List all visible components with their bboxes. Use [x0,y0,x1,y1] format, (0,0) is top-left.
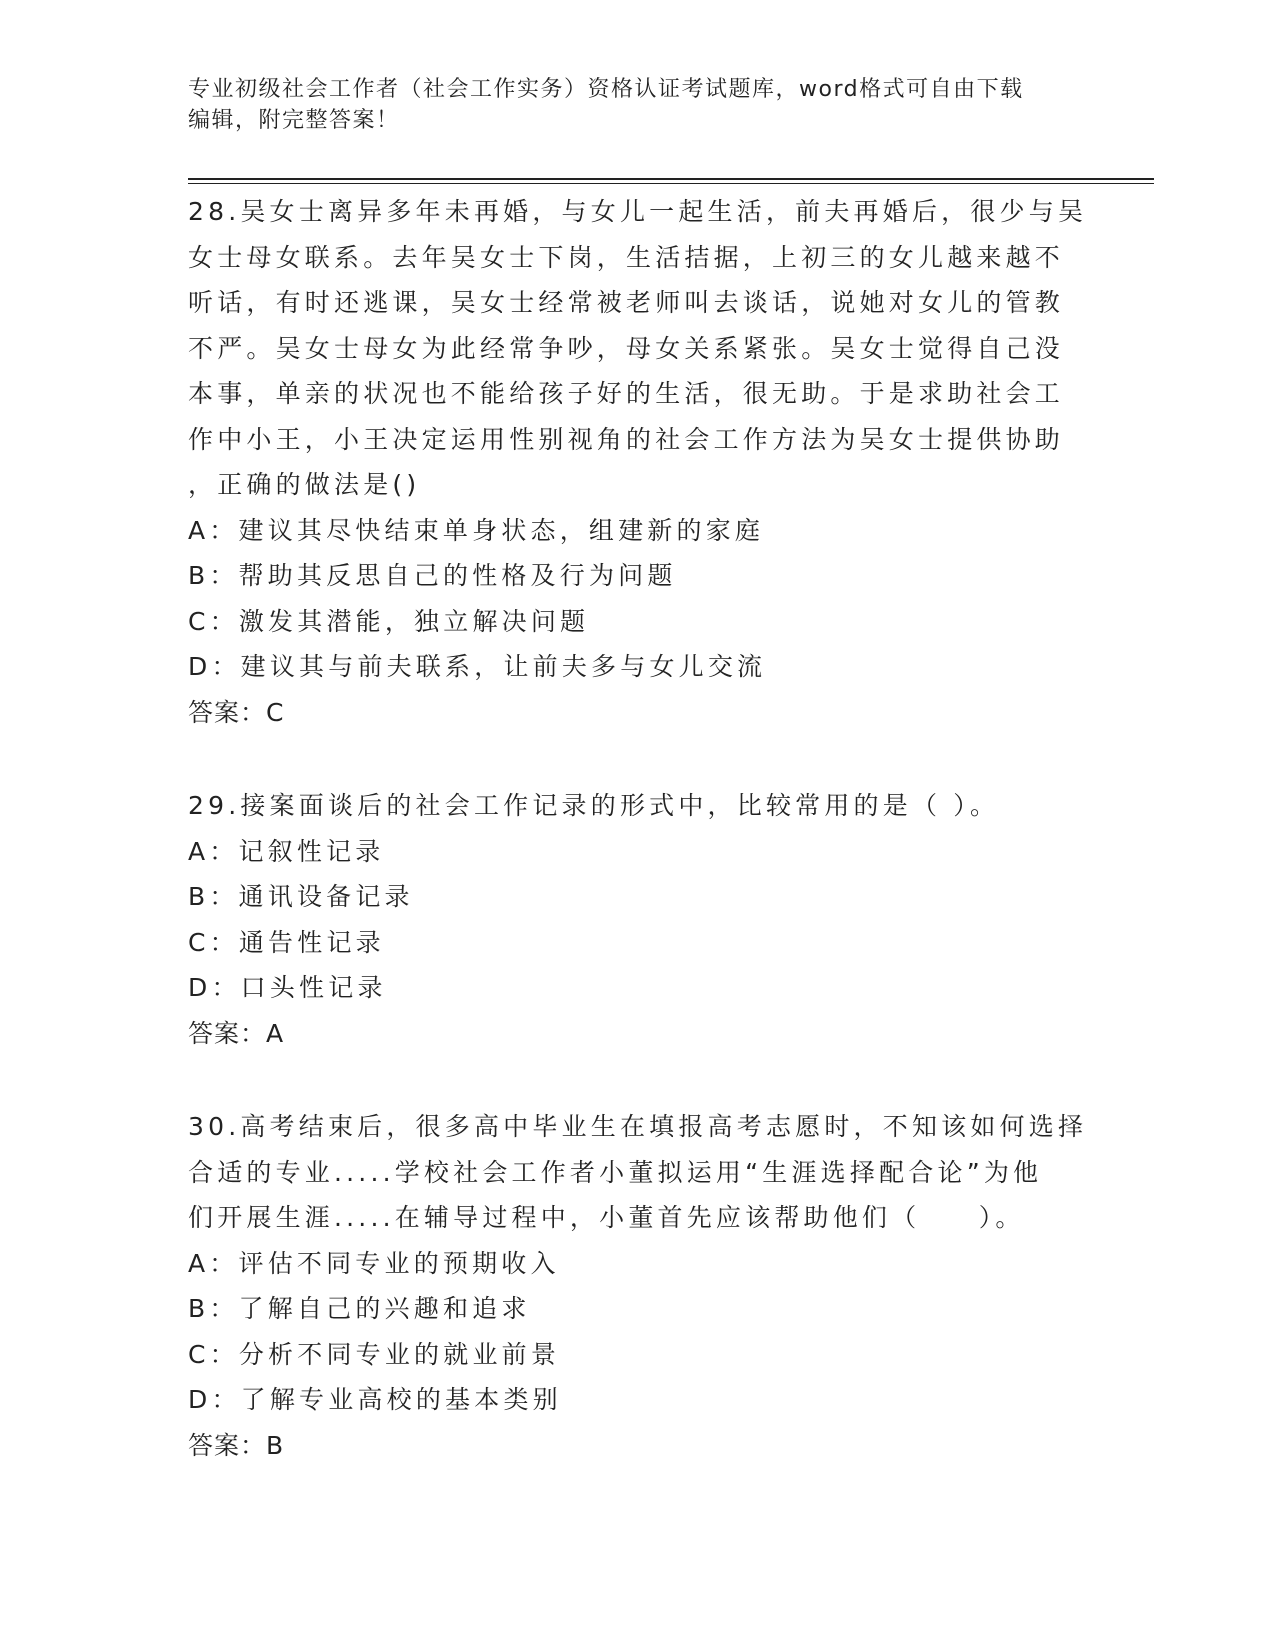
question-stem [188,1104,1088,1241]
question-29 [188,783,1088,1056]
option-c: C：激发其潜能，独立解决问题 [188,606,590,636]
question-line: 听话，有时还逃课，吴女士经常被老师叫去谈话，说她对女儿的管教 [188,288,1065,317]
question-line: 28.吴女士离异多年未再婚，与女儿一起生活，前夫再婚后，很少与吴 [188,197,1088,226]
question-list [188,189,1088,1516]
question-line: 合适的专业.....学校社会工作者小董拟运用“生涯选择配合论”为他 [188,1157,1043,1187]
option-b: B：通讯设备记录 [188,882,414,911]
question-line: 30.高考结束后，很多高中毕业生在填报高考志愿时，不知该如何选择 [188,1112,1088,1141]
option-d: D：口头性记录 [188,973,387,1002]
option-a: A：记叙性记录 [188,836,385,866]
header-line-2: 编辑，附完整答案！ [188,108,400,133]
question-stem [188,783,1088,829]
option-c: C：分析不同专业的就业前景 [188,1339,561,1369]
question-line: ，正确的做法是() [188,470,421,499]
question-line: 作中小王，小王决定运用性别视角的社会工作方法为吴女士提供协助 [188,424,1065,454]
header-line-1: 专业初级社会工作者（社会工作实务）资格认证考试题库，word格式可自由下载 [188,77,1024,102]
option-b: B：帮助其反思自己的性格及行为问题 [188,561,677,590]
question-stem [188,189,1088,508]
question-line: 29.接案面谈后的社会工作记录的形式中，比较常用的是（ ）。 [188,791,1000,820]
question-line: 本事，单亲的状况也不能给孩子好的生活，很无助。于是求助社会工 [188,379,1065,408]
document-header [188,74,1068,136]
question-line: 不严。吴女士母女为此经常争吵，母女关系紧张。吴女士觉得自己没 [188,333,1065,363]
option-c: C：通告性记录 [188,927,385,957]
header-divider-thin [188,183,1154,184]
question-30 [188,1104,1088,1468]
option-a: A：评估不同专业的预期收入 [188,1248,560,1278]
header-divider-thick [188,178,1154,180]
option-d: D：了解专业高校的基本类别 [188,1385,562,1414]
answer: 答案：A [188,1018,285,1048]
option-d: D：建议其与前夫联系，让前夫多与女儿交流 [188,652,767,681]
question-line: 们开展生涯.....在辅导过程中，小董首先应该帮助他们（ ）。 [188,1203,1025,1232]
answer: 答案：B [188,1430,285,1460]
question-28 [188,189,1088,735]
question-line: 女士母女联系。去年吴女士下岗，生活拮据，上初三的女儿越来越不 [188,242,1065,272]
option-a: A：建议其尽快结束单身状态，组建新的家庭 [188,515,765,545]
answer: 答案：C [188,697,285,727]
option-b: B：了解自己的兴趣和追求 [188,1294,531,1323]
